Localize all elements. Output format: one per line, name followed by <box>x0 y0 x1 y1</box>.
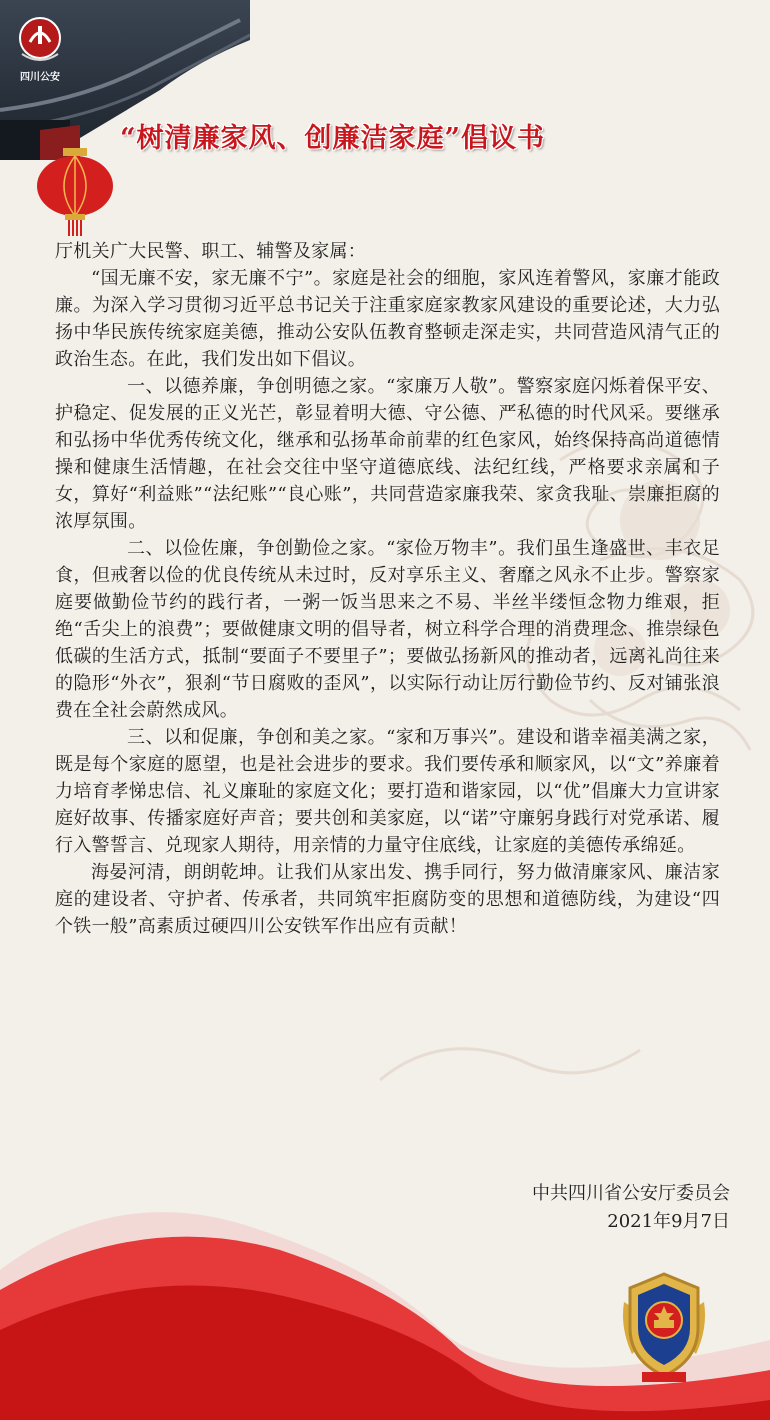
proposal-body <box>55 238 720 940</box>
proposal-item-virtue: 一、以德养廉，争创明德之家。“家廉万人敬”。警察家庭闪烁着保平安、护稳定、促发展的正义光芒，彰显着明大德、守公德、严私德的时代风采。要继承和弘扬中华优秀传统文化，继承和弘扬革命前辈的红色家风，始终保持高尚道德情操和健康生活情趣，在社会交往中坚守道德底线、法纪红线，严格要求亲属和子女，算好“利益账”“法纪账”“良心账”，共同营造家廉我荣、家贪我耻、崇廉拒腐的浓厚氛围。 <box>55 376 720 532</box>
proposal-item-harmony: 三、以和促廉，争创和美之家。“家和万事兴”。建设和谐幸福美满之家，既是每个家庭的愿望，也是社会进步的要求。我们要传承和顺家风，以“文”养廉着力培育孝悌忠信、礼义廉耻的家庭文化；要打造和谐家园，以“优”倡廉大力宣讲家庭好故事、传播家庭好声音；要共创和美家庭，以“诺”守廉躬身践行对党承诺、履行入警誓言、兑现家人期待，用亲情的力量守住底线，让家庭的美德传承绵延。 <box>55 727 720 856</box>
logo-text: 四川公安 <box>20 72 60 83</box>
police-logo <box>14 12 66 82</box>
signature-date: 2021年9月7日 <box>607 1211 730 1232</box>
signature-block <box>460 1180 730 1236</box>
signature-org: 中共四川省公安厅委员会 <box>532 1183 730 1204</box>
proposal-item-thrift: 二、以俭佐廉，争创勤俭之家。“家俭万物丰”。我们虽生逢盛世、丰衣足食，但戒奢以俭的优良传统从未过时，反对享乐主义、奢靡之风永不止步。警察家庭要做勤俭节约的践行者，一粥一饭当思来之不易、半丝半缕恒念物力维艰，拒绝“舌尖上的浪费”；要做健康文明的倡导者，树立科学合理的消费理念、推崇绿色低碳的生活方式，抵制“要面子不要里子”；要做弘扬新风的推动者，远离礼尚往来的隐形“外衣”，狠刹“节日腐败的歪风”，以实际行动让厉行勤俭节约、反对铺张浪费在全社会蔚然成风。 <box>55 538 720 721</box>
page-title: “树清廉家风、创廉洁家庭”倡议书 <box>120 123 546 154</box>
intro-paragraph: “国无廉不安，家无廉不宁”。家庭是社会的细胞，家风连着警风，家廉才能政廉。为深入学习贯彻习近平总书记关于注重家庭家教家风建设的重要论述，大力弘扬中华民族传统家庭美德，推动公安队伍教育整顿走深走实，共同营造风清气正的政治生态。在此，我们发出如下倡议。 <box>55 268 720 370</box>
police-badge-icon <box>612 1268 716 1386</box>
salutation: 厅机关广大民警、职工、辅警及家属： <box>55 241 367 262</box>
red-lantern-decoration <box>33 148 117 236</box>
police-emblem-icon <box>14 12 66 68</box>
closing-paragraph: 海晏河清，朗朗乾坤。让我们从家出发、携手同行，努力做清廉家风、廉洁家庭的建设者、守护者、传承者，共同筑牢拒腐防变的思想和道德防线，为建设“四个铁一般”高素质过硬四川公安铁军作出应有贡献！ <box>55 862 720 937</box>
